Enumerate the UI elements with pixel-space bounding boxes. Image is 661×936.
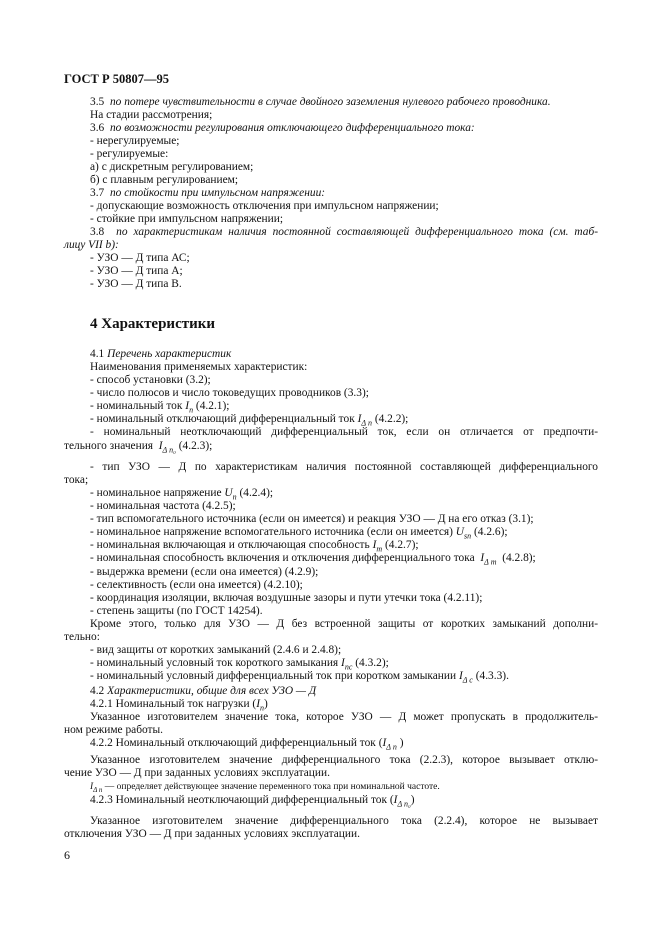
list-item: - номинальная частота (4.2.5); [90,500,236,512]
list-item-cont: тельного значения $I_{\Delta n_0}$ (4.2.3); [64,440,213,455]
list-item: - нерегулируемые; [90,135,180,147]
paragraph-cont: отключения УЗО — Д при заданных условиях эксплуатации. [64,828,360,840]
list-item: - способ установки (3.2); [90,374,211,386]
document-header: ГОСТ Р 50807—95 [64,72,170,86]
list-item: - номинальная включающая и отключающая способность $I_m$ (4.2.7); [90,539,419,554]
clause-3-7: 3.7 по стойкости при импульсном напряжении: [90,187,326,199]
note: $I_{\Delta n}$ — определяет действующее значение переменного тока при номинальной частоте. [90,782,440,794]
list-item: - регулируемые: [90,148,169,160]
list-item: - номинальная способность включения и отключения дифференциального тока $I_{\Delta m}$ (4.2.8); [90,552,536,567]
list-item: - тип вспомогательного источника (если он имеется) и реакция УЗО — Д на его отказ (3.1); [90,513,534,525]
text-line: На стадии рассмотрения; [90,109,213,121]
list-item: - номинальное напряжение вспомогательного источника (если он имеется) $U_{sn}$ (4.2.6); [90,526,508,541]
paragraph-cont: чение УЗО — Д при заданных условиях эксплуатации. [64,767,330,779]
clause-4-1-title: 4.1 Перечень характеристик [90,348,232,360]
list-item: а) с дискретным регулированием; [90,161,254,173]
list-item: - число полюсов и число токоведущих проводников (3.3); [90,387,369,399]
clause-4-2-3: 4.2.3 Номинальный неотключающий дифференциальный ток $(I_{\Delta n_0})$ [90,794,415,809]
clause-4-2-2: 4.2.2 Номинальный отключающий дифференциальный ток ($I_{\Delta n}$ ) [90,737,404,752]
paragraph-cont: ном режиме работы. [64,724,164,736]
clause-3-8: 3.8 по характеристикам наличия постоянной составляющей дифференциального тока (см. таб- [90,226,598,238]
clause-3-8-cont: лицу VII b): [64,239,119,251]
list-item: - номинальный отключающий дифференциальный ток $I_{\Delta n}$ (4.2.2); [90,413,409,428]
list-item: - степень защиты (по ГОСТ 14254). [90,605,263,617]
list-item: - номинальное напряжение $U_n$ (4.2.4); [90,487,274,502]
list-item: - номинальный ток $I_n$ (4.2.1); [90,400,230,415]
list-item: - УЗО — Д типа В. [90,278,182,290]
paragraph: Указанное изготовителем значение тока, которое УЗО — Д может пропускать в продолжитель- [90,711,598,723]
extra-para-cont: тельно: [64,631,100,643]
clause-4-2-1: 4.2.1 Номинальный ток нагрузки $(I_n)$ [90,698,268,713]
list-item: - УЗО — Д типа АС; [90,252,190,264]
list-item: - допускающие возможность отключения при импульсном напряжении; [90,200,439,212]
page-number: 6 [64,848,70,862]
list-item-cont: тока; [64,474,89,486]
list-item: - выдержка времени (если она имеется) (4.2.9); [90,566,319,578]
list-item: - УЗО — Д типа А; [90,265,183,277]
paragraph: Указанное изготовителем значение дифференциального тока (2.2.3), которое вызывает отклю- [90,754,598,766]
list-item: - номинальный неотключающий дифференциальный ток, если он отличается от предпочти- [90,426,598,438]
paragraph: Указанное изготовителем значение дифференциального тока (2.2.4), которое не вызывает [90,815,598,827]
list-item: - тип УЗО — Д по характеристикам наличия постоянной составляющей дифференциального [90,461,598,473]
list-item: - номинальный условный ток короткого замыкания $I_{nc}$ (4.3.2); [90,657,389,672]
extra-para: Кроме этого, только для УЗО — Д без встроенной защиты от коротких замыканий дополни- [90,618,598,630]
clause-4-1-intro: Наименования применяемых характеристик: [90,361,308,373]
list-item: - вид защиты от коротких замыканий (2.4.6 и 2.4.8); [90,644,342,656]
section-4-title: 4 Характеристики [90,316,216,332]
clause-3-5: 3.5 по потере чувствительности в случае двойного заземления нулевого рабочего проводника. [90,96,551,108]
list-item: - номинальный условный дифференциальный ток при коротком замыкании $I_{\Delta c}$ (4.3.3). [90,670,509,685]
list-item: - стойкие при импульсном напряжении; [90,213,284,225]
list-item: - координация изоляции, включая воздушные зазоры и пути утечки тока (4.2.11); [90,592,483,604]
list-item: б) с плавным регулированием; [90,174,239,186]
list-item: - селективность (если она имеется) (4.2.10); [90,579,303,591]
clause-4-2-title: 4.2 Характеристики, общие для всех УЗО — Д [90,685,317,697]
clause-3-6: 3.6 по возможности регулирования отключающего дифференциального тока: [90,122,475,134]
